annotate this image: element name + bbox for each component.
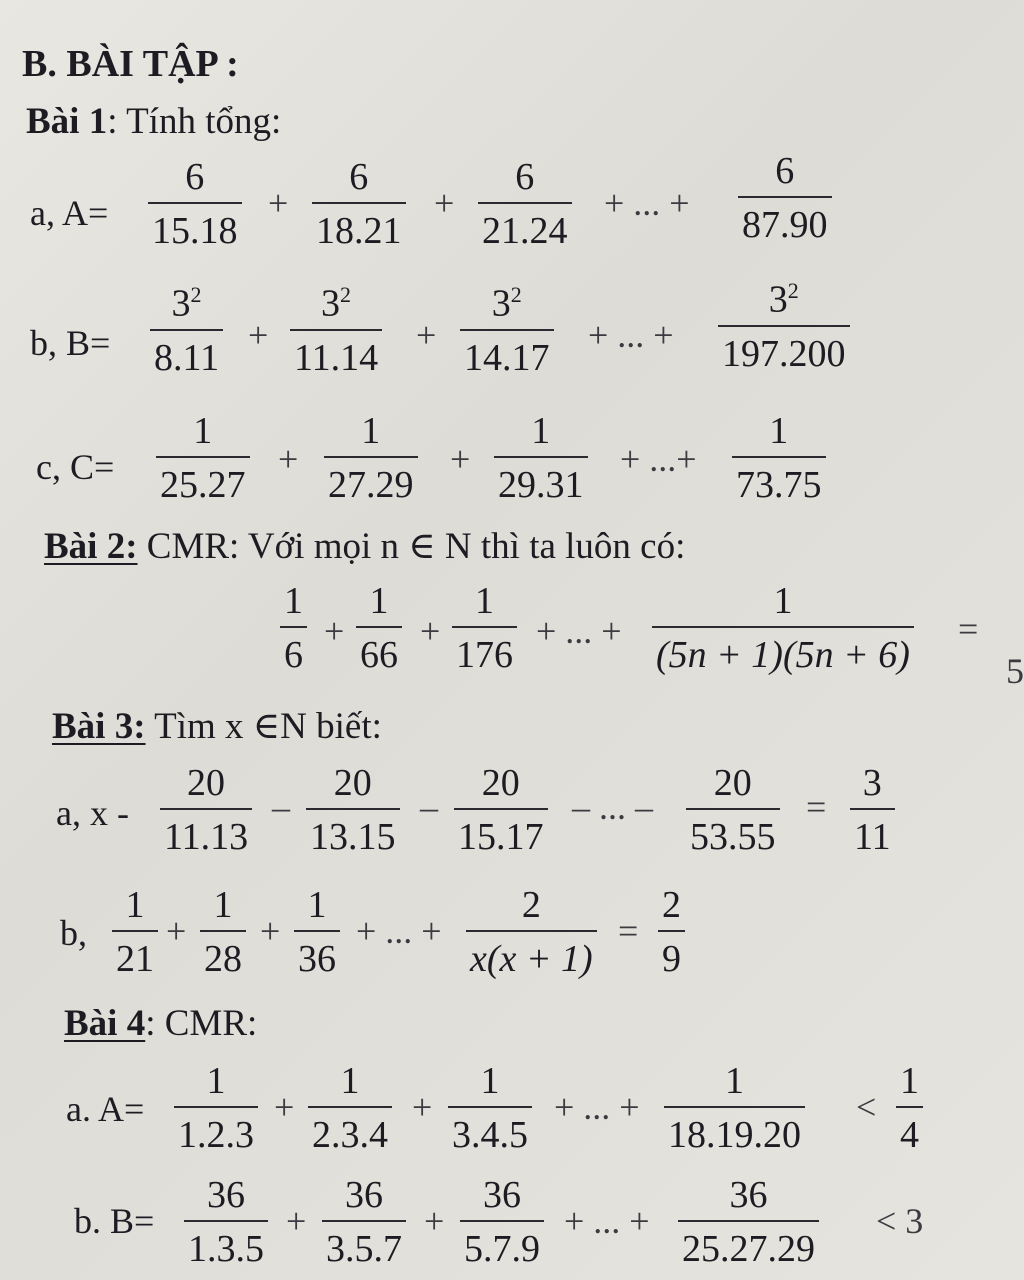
bai4-b-term-2 [322,1176,406,1268]
denominator: 1.3.5 [184,1220,268,1268]
numerator: 36 [207,1174,245,1216]
bai1-a-term-2 [312,158,406,250]
plus-sign: + [412,1087,433,1127]
denominator: x(x + 1) [466,930,597,978]
bai1-a-term-3 [478,158,572,250]
denominator: 25.27 [156,456,250,504]
ellipsis: + ... + [564,1201,650,1241]
bai3-heading-text: Tìm x ∈N biết: [154,706,382,747]
exponent: 2 [510,282,522,307]
bai4-b-term-3 [460,1176,544,1268]
bai3-a-term-4 [686,764,780,856]
bai3-a-term-2 [306,764,400,856]
bai4-a-term-3 [448,1062,532,1154]
denominator: 9 [658,930,685,978]
plus-sign: + [260,911,281,951]
plus-sign: + [248,315,269,355]
bai1-c-term-3 [494,412,588,504]
denominator: 11 [850,808,895,856]
denominator: (5n + 1)(5n + 6) [652,626,914,674]
numerator: 6 [349,156,369,198]
denominator: 25.27.29 [678,1220,819,1268]
bai1-c-term-1 [156,412,250,504]
bai3-b-term-3 [294,886,340,978]
ellipsis: + ... + [588,315,674,355]
ellipsis: + ...+ [620,439,697,479]
bai1-a-term-4 [738,152,832,244]
bai4-heading [64,1002,257,1045]
denominator: 21.24 [478,202,572,250]
bai3-b-term-1 [112,886,158,978]
bai2-label: Bài 2: [44,526,138,567]
denominator: 28 [200,930,246,978]
numerator: 20 [333,762,372,804]
numerator: 1 [773,580,793,622]
equals-sign: = [806,787,827,827]
bai3-b-term-4 [466,886,597,978]
bai4-b-term-1 [184,1176,268,1268]
ellipsis: + ... + [604,183,690,223]
numerator: 1 [531,410,551,452]
denominator: 18.21 [312,202,406,250]
denominator: 53.55 [686,808,780,856]
bai1-b-term-1 [150,284,223,377]
plus-sign: + [420,611,441,651]
numerator: 1 [340,1060,360,1102]
denominator: 14.17 [460,329,554,377]
cut-off-value: 5 [1006,651,1024,691]
bai1-a-prefix: a, A= [30,193,109,233]
bai3-b-term-2 [200,886,246,978]
bai2-heading [44,524,685,568]
ellipsis: – ... – [572,787,653,827]
numerator: 3 [862,762,882,804]
denominator: 18.19.20 [664,1106,805,1154]
bai4-a-term-2 [308,1062,392,1154]
numerator: 6 [185,156,205,198]
bai4-heading-text: : CMR: [145,1003,258,1044]
denominator: 176 [452,626,517,674]
bai1-b-term-3 [460,284,554,377]
numerator: 36 [729,1174,768,1216]
plus-sign: + [450,439,471,479]
plus-sign: + [424,1201,445,1241]
exponent: 2 [190,282,202,307]
bai3-a-term-3 [454,764,548,856]
numerator: 36 [483,1174,521,1216]
plus-sign: + [274,1087,295,1127]
numerator: 1 [769,410,789,452]
numerator: 20 [187,762,226,804]
numerator: 1 [369,580,389,622]
denominator: 3.4.5 [448,1106,532,1154]
denominator: 29.31 [494,456,588,504]
bai4-label: Bài 4 [64,1003,146,1044]
bai2-term-3 [452,582,517,674]
plus-sign: + [416,315,437,355]
bai2-term-1 [280,582,307,674]
numerator: 1 [213,884,233,926]
numerator: 1 [725,1060,744,1102]
bai1-c-term-2 [324,412,418,504]
numerator: 1 [206,1060,226,1102]
bai1-a-term-1 [148,158,242,250]
denominator: 6 [280,626,307,674]
numerator: 1 [900,1060,919,1102]
bai1-b-prefix: b, B= [30,323,111,363]
bai3-b-result [658,886,685,978]
equals-sign: = [958,609,979,649]
bai1-b-term-2 [290,284,382,377]
plus-sign: + [286,1201,307,1241]
denominator: 36 [294,930,340,978]
bai4-b-prefix: b. B= [74,1201,155,1241]
less-than-three: < 3 [876,1201,924,1241]
bai1-c-prefix: c, C= [36,447,115,487]
numerator: 1 [475,580,494,622]
numerator: 1 [193,410,213,452]
numerator: 36 [345,1174,383,1216]
denominator: 73.75 [732,456,826,504]
bai1-b-term-4 [718,280,850,373]
denominator: 4 [896,1106,923,1154]
plus-sign: + [166,911,187,951]
denominator: 87.90 [738,196,832,244]
plus-sign: + [268,183,289,223]
bai4-a-result [896,1062,923,1154]
minus-sign: – [420,787,438,827]
plus-sign: + [278,439,299,479]
bai3-a-prefix: a, x - [56,793,129,833]
bai3-label: Bài 3: [52,706,146,747]
denominator: 1.2.3 [174,1106,258,1154]
bai4-a-prefix: a. A= [66,1089,145,1129]
base: 3 [321,282,341,325]
base: 3 [491,282,511,325]
bai2-term-4 [652,582,914,674]
numerator: 20 [481,762,520,804]
exponent: 2 [787,278,799,303]
denominator: 5.7.9 [460,1220,544,1268]
numerator: 6 [775,150,795,192]
denominator: 21 [112,930,158,978]
ellipsis: + ... + [536,611,622,651]
denominator: 11.14 [290,329,382,377]
equals-sign: = [618,911,639,951]
base: 3 [171,282,191,325]
base: 3 [768,278,788,321]
section-title: B. BÀI TẬP : [22,43,239,85]
bai3-a-term-1 [160,764,252,856]
numerator: 1 [480,1060,500,1102]
bai1-heading-text: : Tính tổng: [107,101,282,142]
numerator: 2 [521,884,541,926]
bai3-a-result [850,764,895,856]
denominator: 15.17 [454,808,548,856]
denominator: 197.200 [718,325,850,373]
bai4-a-term-4 [664,1062,805,1154]
numerator: 1 [284,580,303,622]
denominator: 11.13 [160,808,252,856]
bai2-term-2 [356,582,402,674]
bai3-heading [52,704,382,748]
denominator: 3.5.7 [322,1220,406,1268]
numerator: 2 [662,884,681,926]
bai4-a-term-1 [174,1062,258,1154]
denominator: 15.18 [148,202,242,250]
numerator: 1 [125,884,145,926]
less-than-sign: < [856,1087,877,1127]
ellipsis: + ... + [356,911,442,951]
bai3-b-prefix: b, [60,913,87,953]
plus-sign: + [434,183,455,223]
bai2-heading-text: CMR: Với mọi n ∈ N thì ta luôn có: [146,526,686,567]
numerator: 6 [515,156,535,198]
denominator: 2.3.4 [308,1106,392,1154]
ellipsis: + ... + [554,1087,640,1127]
numerator: 20 [713,762,752,804]
exponent: 2 [340,282,352,307]
numerator: 1 [307,884,327,926]
bai1-c-term-4 [732,412,826,504]
minus-sign: – [272,787,290,827]
bai4-b-term-4 [678,1176,819,1268]
denominator: 8.11 [150,329,223,377]
plus-sign: + [324,611,345,651]
bai1-label: Bài 1 [26,101,108,142]
denominator: 66 [356,626,402,674]
bai1-heading [26,100,281,143]
denominator: 13.15 [306,808,400,856]
denominator: 27.29 [324,456,418,504]
numerator: 1 [361,410,381,452]
